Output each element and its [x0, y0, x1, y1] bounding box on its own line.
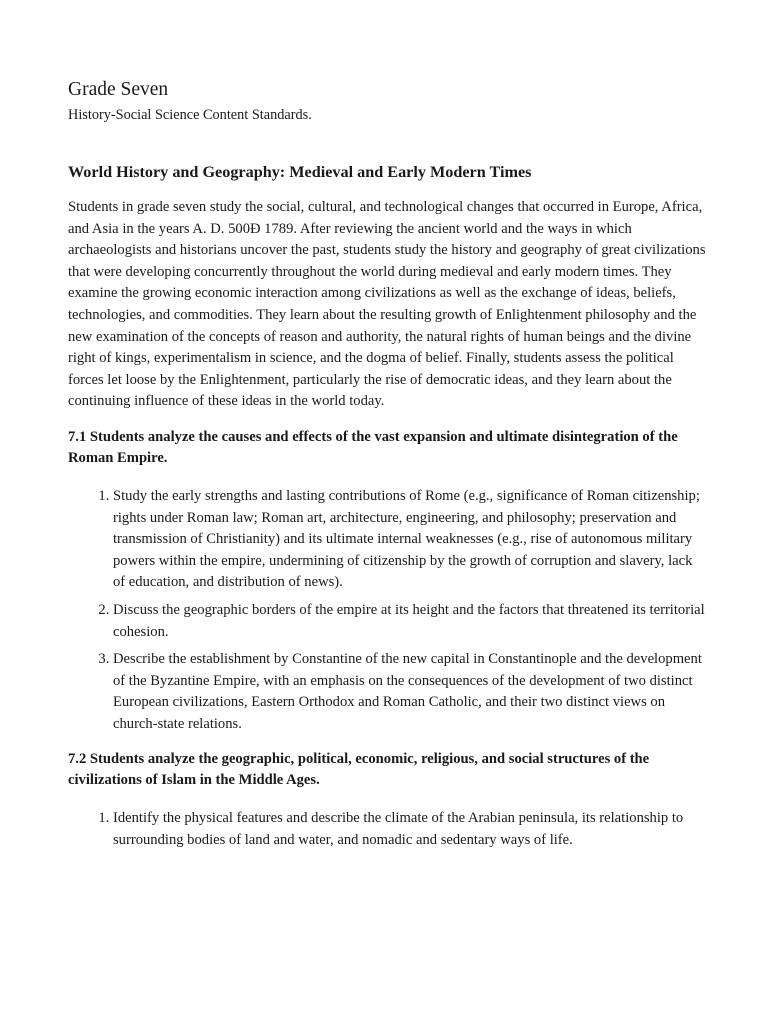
section-heading-7-1: 7.1 Students analyze the causes and effects of the vast expansion and ultimate disintegration of the Roman Empire. [68, 428, 678, 466]
intro-paragraph: Students in grade seven study the social, cultural, and technological changes that occurred in Europe, Africa, and Asia in the years A. D. 500Ð 1789. After reviewing the ancient world and the ways in which archaeologists and historians uncover the past, students study the history and geography of great civilizations that were developing concurrently throughout the world during medieval and early modern times. They examine the growing economic interaction among civilizations as well as the exchange of ideas, beliefs, technologies, and commodities. They learn about the resulting growth of Enlightenment philosophy and the new examination of the concepts of reason and authority, the natural rights of human beings and the divine right of kings, experimentalism in science, and the dogma of belief. Finally, students assess the political forces let loose by the Enlightenment, particularly the rise of democratic ideas, and they learn about the continuing influence of these ideas in the world today. [68, 199, 706, 410]
section-7-1-list [68, 486, 708, 736]
page-subtitle: History-Social Science Content Standards. [68, 107, 312, 123]
list-item: 1. Identify the physical features and describe the climate of the Arabian peninsula, its relationship to surrounding bodies of land and water, and nomadic and sedentary ways of life. [113, 808, 708, 851]
main-heading: World History and Geography: Medieval and Early Modern Times [68, 163, 532, 181]
list-item: 2. Discuss the geographic borders of the empire at its height and the factors that threatened its territorial cohesion. [113, 600, 708, 643]
section-heading-7-2: 7.2 Students analyze the geographic, political, economic, religious, and social structures of the civilizations of Islam in the Middle Ages. [68, 751, 650, 789]
document-page [68, 78, 708, 858]
list-item: 3. Describe the establishment by Constantine of the new capital in Constantinople and the development of the Byzantine Empire, with an emphasis on the consequences of the development of two distinct European civilizations, Eastern Orthodox and Roman Catholic, and their two distinct views on church-state relations. [113, 649, 708, 735]
page-title: Grade Seven [68, 79, 169, 100]
section-7-2-list [68, 808, 708, 851]
list-item: 1. Study the early strengths and lasting contributions of Rome (e.g., significance of Roman citizenship; rights under Roman law; Roman art, architecture, engineering, and philosophy; preservation and transmission of Christianity) and its ultimate internal weaknesses (e.g., rise of autonomous military powers within the empire, undermining of citizenship by the growth of corruption and slavery, lack of education, and distribution of news). [113, 486, 708, 594]
